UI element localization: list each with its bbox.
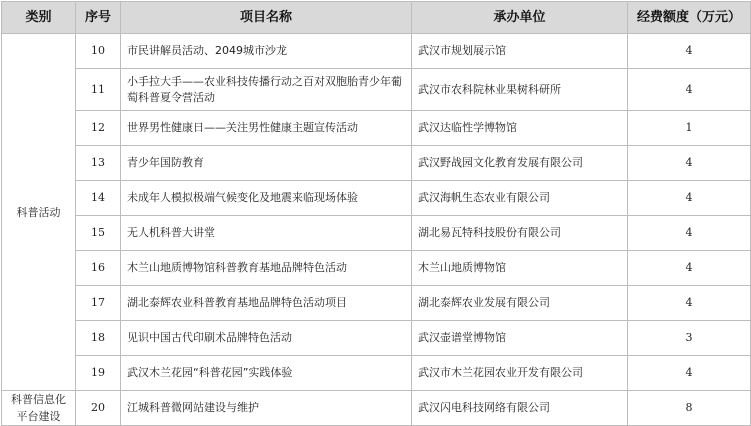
row-project: 木兰山地质博物馆科普教育基地品牌特色活动 xyxy=(121,251,412,286)
header-organizer: 承办单位 xyxy=(412,2,628,34)
table-row xyxy=(2,356,751,391)
row-organizer: 武汉野战园文化教育发展有限公司 xyxy=(412,146,628,181)
row-index: 19 xyxy=(76,356,121,391)
row-project: 世界男性健康日——关注男性健康主题宣传活动 xyxy=(121,111,412,146)
row-organizer: 武汉市农科院林业果树科研所 xyxy=(412,69,628,111)
table-row xyxy=(2,69,751,111)
header-row xyxy=(2,2,751,34)
row-amount: 4 xyxy=(628,181,751,216)
row-index: 12 xyxy=(76,111,121,146)
row-project: 湖北泰辉农业科普教育基地品牌特色活动项目 xyxy=(121,286,412,321)
row-amount: 4 xyxy=(628,69,751,111)
row-index: 15 xyxy=(76,216,121,251)
row-organizer: 木兰山地质博物馆 xyxy=(412,251,628,286)
header-category: 类别 xyxy=(2,2,76,34)
table-row xyxy=(2,111,751,146)
header-project: 项目名称 xyxy=(121,2,412,34)
row-project: 江城科普微网站建设与维护 xyxy=(121,391,412,426)
row-amount: 4 xyxy=(628,216,751,251)
row-organizer: 湖北泰辉农业发展有限公司 xyxy=(412,286,628,321)
category-label-line1: 科普信息化 xyxy=(11,393,66,406)
row-index: 20 xyxy=(76,391,121,426)
table-row xyxy=(2,251,751,286)
row-organizer: 湖北易瓦特科技股份有限公司 xyxy=(412,216,628,251)
row-project: 市民讲解员活动、2049城市沙龙 xyxy=(121,34,412,69)
row-project: 未成年人模拟极端气候变化及地震来临现场体验 xyxy=(121,181,412,216)
table-row xyxy=(2,391,751,426)
category-cell xyxy=(2,34,76,391)
row-amount: 4 xyxy=(628,34,751,69)
row-index: 11 xyxy=(76,69,121,111)
row-organizer: 武汉海帆生态农业有限公司 xyxy=(412,181,628,216)
row-organizer: 武汉闪电科技网络有限公司 xyxy=(412,391,628,426)
row-amount: 4 xyxy=(628,356,751,391)
row-amount: 3 xyxy=(628,321,751,356)
row-amount: 4 xyxy=(628,251,751,286)
row-organizer: 武汉壶谱堂博物馆 xyxy=(412,321,628,356)
row-project: 青少年国防教育 xyxy=(121,146,412,181)
category-cell xyxy=(2,391,76,426)
table-row xyxy=(2,216,751,251)
table-row xyxy=(2,181,751,216)
row-index: 16 xyxy=(76,251,121,286)
row-index: 18 xyxy=(76,321,121,356)
row-index: 17 xyxy=(76,286,121,321)
row-organizer: 武汉达临性学博物馆 xyxy=(412,111,628,146)
header-amount: 经费额度（万元） xyxy=(628,2,751,34)
row-organizer: 武汉市规划展示馆 xyxy=(412,34,628,69)
table-row xyxy=(2,321,751,356)
row-amount: 8 xyxy=(628,391,751,426)
row-amount: 1 xyxy=(628,111,751,146)
row-project: 武汉木兰花园“科普花园”实践体验 xyxy=(121,356,412,391)
row-index: 13 xyxy=(76,146,121,181)
row-project: 小手拉大手——农业科技传播行动之百对双胞胎青少年葡萄科普夏令营活动 xyxy=(121,69,412,111)
row-organizer: 武汉市木兰花园农业开发有限公司 xyxy=(412,356,628,391)
category-label: 科普活动 xyxy=(16,205,61,219)
table-row xyxy=(2,146,751,181)
row-index: 10 xyxy=(76,34,121,69)
row-amount: 4 xyxy=(628,286,751,321)
table-row xyxy=(2,286,751,321)
row-amount: 4 xyxy=(628,146,751,181)
row-project: 见识中国古代印刷术品牌特色活动 xyxy=(121,321,412,356)
row-index: 14 xyxy=(76,181,121,216)
budget-table xyxy=(1,1,751,426)
category-label-line2: 平台建设 xyxy=(16,410,61,423)
row-project: 无人机科普大讲堂 xyxy=(121,216,412,251)
header-index: 序号 xyxy=(76,2,121,34)
table-row xyxy=(2,34,751,69)
